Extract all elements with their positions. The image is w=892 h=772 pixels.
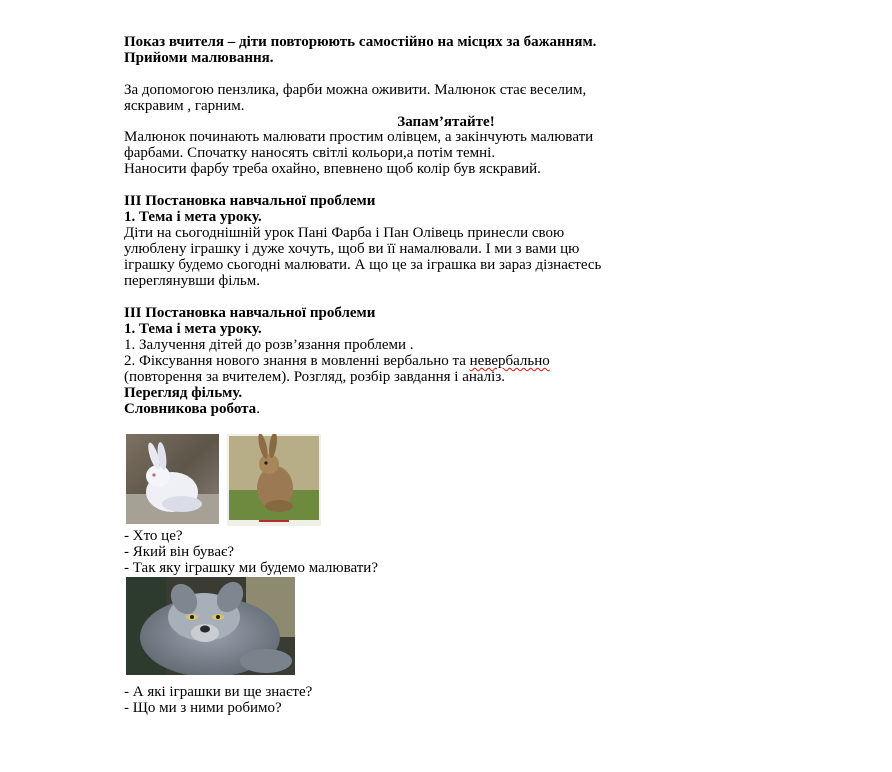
remember-line1: Малюнок починають малювати простим олівцем, а закінчують малювати bbox=[124, 129, 594, 145]
paint-paragraph-line1: За допомогою пензлика, фарби можна оживити. Малюнок стає веселим, bbox=[124, 82, 587, 98]
question-what-is-it-like: - Який він буває? bbox=[124, 544, 235, 560]
problem1-heading: ІІІ Постановка навчальної проблеми bbox=[124, 193, 376, 209]
vocab-heading bbox=[124, 401, 260, 418]
plush-toy-wolf-photo bbox=[126, 577, 295, 675]
problem1-line4: переглянувши фільм. bbox=[124, 273, 261, 289]
white-rabbit-photo bbox=[126, 434, 219, 524]
problem1-subheading: 1. Тема і мета уроку. bbox=[124, 209, 262, 225]
problem2-item2-text: 2. Фіксування нового знання в мовленні вербально та bbox=[124, 353, 470, 369]
vocab-heading-dot: . bbox=[256, 401, 260, 417]
show-title-line2: Прийоми малювання. bbox=[124, 50, 274, 66]
spellcheck-error-word: невербально bbox=[469, 353, 550, 369]
remember-line2: фарбами. Спочатку наносять світлі кольори,а потім темні. bbox=[124, 145, 496, 161]
question-who-is-it: - Хто це? bbox=[124, 528, 183, 544]
problem2-item2 bbox=[124, 353, 550, 370]
vocab-heading-text: Словникова робота bbox=[124, 401, 257, 417]
problem2-heading: ІІІ Постановка навчальної проблеми bbox=[124, 305, 376, 321]
problem2-item1: 1. Залучення дітей до розв’язання проблеми . bbox=[124, 337, 414, 353]
problem1-line1: Діти на сьогоднішній урок Пані Фарба і Пан Олівець принесли свою bbox=[124, 225, 565, 241]
remember-heading: Запам’ятайте! bbox=[397, 114, 495, 130]
brown-hare-photo bbox=[227, 434, 321, 526]
film-heading: Перегляд фільму. bbox=[124, 385, 243, 401]
problem1-line2: улюблену іграшку і дуже хочуть, щоб ви її намалювали. І ми з вами цю bbox=[124, 241, 580, 257]
problem2-subheading: 1. Тема і мета уроку. bbox=[124, 321, 262, 337]
show-title-line1: Показ вчителя – діти повторюють самостійно на місцях за бажанням. bbox=[124, 34, 597, 50]
problem1-line3: іграшку будемо сьогодні малювати. А що це за іграшка ви зараз дізнаєтесь bbox=[124, 257, 602, 273]
question-which-toy: - Так яку іграшку ми будемо малювати? bbox=[124, 560, 378, 576]
paint-paragraph-line2: яскравим , гарним. bbox=[124, 98, 245, 114]
question-other-toys: - А які іграшки ви ще знаєте? bbox=[124, 684, 313, 700]
problem2-item3: (повторення за вчителем). Розгляд, розбір завдання і аналіз. bbox=[124, 369, 505, 385]
question-what-we-do: - Що ми з ними робимо? bbox=[124, 700, 282, 716]
remember-line3: Наносити фарбу треба охайно, впевнено щоб колір був яскравий. bbox=[124, 161, 541, 177]
